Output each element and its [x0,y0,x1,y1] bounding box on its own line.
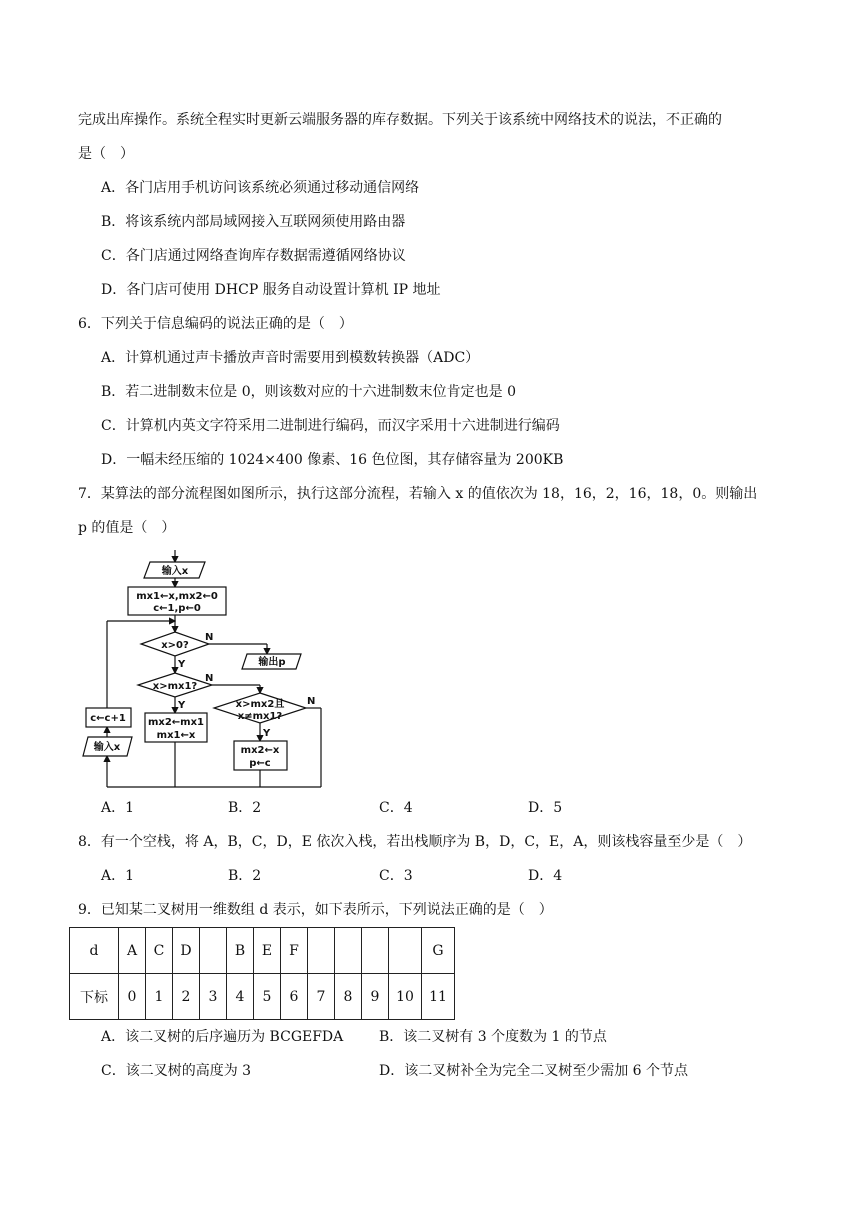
flow-output-text: 输出p [258,657,286,668]
table-row [70,974,455,1020]
q5-option-a: A．各门店用手机访问该系统必须通过移动通信网络 [101,180,420,196]
flow-assign2-line2: p←c [249,758,271,769]
q7-option-a: A．1 [101,800,135,816]
table-cell: 3 [200,974,227,1020]
flow-cond2-yes-label: Y [178,700,186,711]
table-cell: 8 [335,974,362,1020]
table-cell: 1 [146,974,173,1020]
table-header-cell: 下标 [70,974,119,1020]
q6-option-d: D．一幅未经压缩的 1024×400 像素、16 色位图，其存储容量为 200KB [101,452,564,468]
flow-cond1-no-label: N [205,632,214,643]
q7-stem-line1: 7．某算法的部分流程图如图所示，执行这部分流程，若输入 x 的值依次为 18，16，2，16，18，0。则输出 [78,486,758,502]
table-row [70,928,455,974]
table-cell [362,928,389,974]
table-cell: 2 [173,974,200,1020]
q5-option-b: B．将该系统内部局域网接入互联网须使用路由器 [101,214,406,230]
table-cell [200,928,227,974]
q8-option-d: D．4 [528,868,563,884]
table-header-cell: d [70,928,119,974]
flow-input-top-text: 输入x [161,566,189,577]
q5-option-c: C．各门店通过网络查询库存数据需遵循网络协议 [101,248,406,264]
table-cell [389,928,422,974]
table-cell: 4 [227,974,254,1020]
q9-option-a: A．该二叉树的后序遍历为 BCGEFDA [101,1029,344,1045]
flow-assign1-line1: mx2←mx1 [147,717,205,728]
flow-cond1-text: x>0? [161,640,189,651]
table-cell [335,928,362,974]
q9-array-table [69,927,455,1020]
flow-cond2-no-label: N [205,673,214,684]
q8-option-c: C．3 [379,868,413,884]
table-cell: F [281,928,308,974]
q6-option-c: C．计算机内英文字符采用二进制进行编码，而汉字采用十六进制进行编码 [101,418,560,434]
q8-stem: 8．有一个空栈，将 A，B，C，D，E 依次入栈，若出栈顺序为 B，D，C，E，A，则该栈容量至少是（ ） [78,834,752,850]
q9-stem: 9．已知某二叉树用一维数组 d 表示，如下表所示，下列说法正确的是（ ） [78,902,553,918]
q6-option-b: B．若二进制数末位是 0，则该数对应的十六进制数末位肯定也是 0 [101,384,517,400]
table-cell: A [119,928,146,974]
q5-option-d: D．各门店可使用 DHCP 服务自动设置计算机 IP 地址 [101,282,441,298]
q6-option-a: A．计算机通过声卡播放声音时需要用到模数转换器（ADC） [101,350,480,366]
table-cell: 0 [119,974,146,1020]
q7-flowchart [78,545,338,790]
table-cell: 5 [254,974,281,1020]
table-cell: E [254,928,281,974]
q8-option-a: A．1 [101,868,135,884]
flow-init-line2: c←1,p←0 [153,603,201,614]
q7-option-c: C．4 [379,800,413,816]
flow-assign1-line2: mx1←x [156,730,196,741]
table-cell: 11 [422,974,455,1020]
q7-stem-line2: p 的值是（ ） [78,520,176,536]
flow-cond1-yes-label: Y [178,659,186,670]
flow-input-loop-text: 输入x [93,742,121,753]
q5-stem-line2: 是（ ） [78,146,134,162]
q9-option-b: B．该二叉树有 3 个度数为 1 的节点 [379,1029,607,1045]
flow-cond2-text: x>mx1? [152,681,198,692]
flow-init-line1: mx1←x,mx2←0 [136,591,218,602]
table-cell: 10 [389,974,422,1020]
table-cell: 6 [281,974,308,1020]
table-cell [308,928,335,974]
q5-stem-line1: 完成出库操作。系统全程实时更新云端服务器的库存数据。下列关于该系统中网络技术的说法，不正确的 [78,112,722,128]
table-cell: 7 [308,974,335,1020]
table-cell: G [422,928,455,974]
q9-option-c: C．该二叉树的高度为 3 [101,1063,252,1079]
flow-cond3-line2: x≠mx1? [237,711,283,722]
q6-stem: 6．下列关于信息编码的说法正确的是（ ） [78,316,353,332]
flow-inc-text: c←c+1 [90,713,126,724]
table-cell: D [173,928,200,974]
q8-option-b: B．2 [228,868,262,884]
table-cell: C [146,928,173,974]
flow-cond3-line1: x>mx2且 [235,699,285,710]
flow-assign2-line1: mx2←x [240,745,280,756]
table-cell: B [227,928,254,974]
flow-cond3-yes-label: Y [263,728,271,739]
table-cell: 9 [362,974,389,1020]
flow-cond3-no-label: N [307,696,316,707]
q9-option-d: D．该二叉树补全为完全二叉树至少需加 6 个节点 [379,1063,689,1079]
q7-option-b: B．2 [228,800,262,816]
q7-option-d: D．5 [528,800,563,816]
